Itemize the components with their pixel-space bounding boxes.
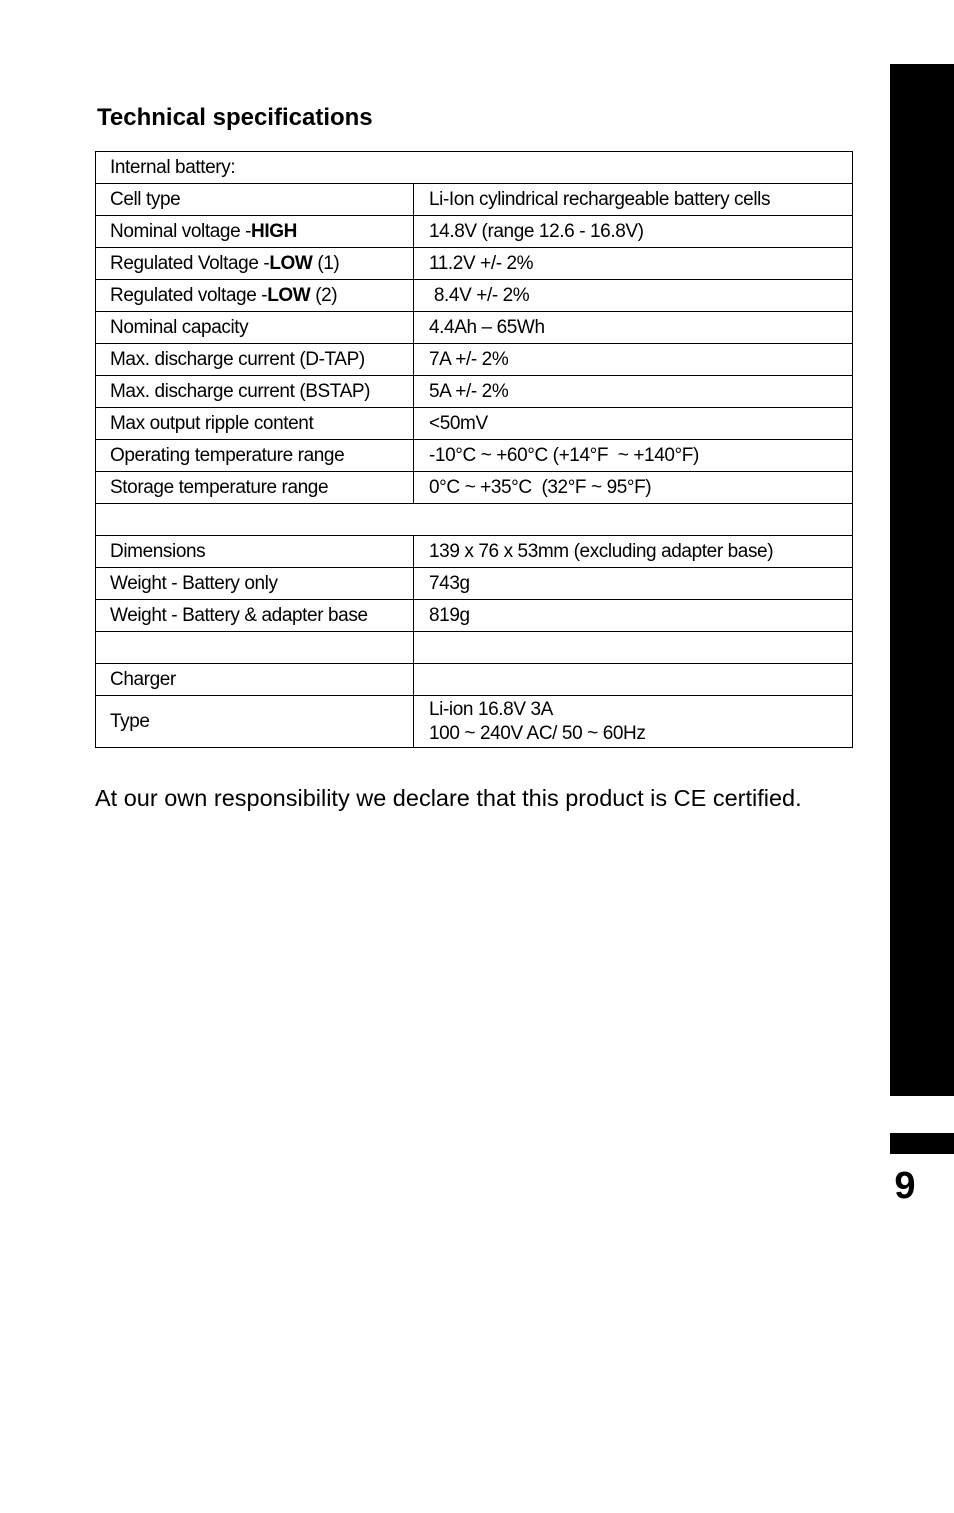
table-row bbox=[96, 600, 853, 632]
page-number: 9 bbox=[894, 1165, 916, 1207]
table-row bbox=[96, 408, 853, 440]
table-row bbox=[96, 216, 853, 248]
table-row bbox=[96, 664, 853, 696]
table-row bbox=[96, 536, 853, 568]
table-row-spacer bbox=[96, 632, 853, 664]
ce-declaration: At our own responsibility we declare that this product is CE certified. bbox=[95, 785, 802, 811]
spec-value: -10°C ~ +60°C (+14°F ~ +140°F) bbox=[414, 440, 853, 472]
table-row bbox=[96, 152, 853, 184]
table-row bbox=[96, 184, 853, 216]
spec-label: Max. discharge current (BSTAP) bbox=[96, 376, 414, 408]
side-black-tab bbox=[890, 1133, 954, 1154]
spec-value: 8.4V +/- 2% bbox=[414, 280, 853, 312]
empty-cell bbox=[414, 632, 853, 664]
label-bold-text: LOW bbox=[267, 284, 311, 306]
empty-cell bbox=[96, 632, 414, 664]
section-title: Technical specifications bbox=[97, 104, 373, 131]
label-bold-text: HIGH bbox=[251, 220, 297, 242]
spec-label bbox=[96, 248, 414, 280]
empty-cell bbox=[96, 504, 853, 536]
table-row bbox=[96, 280, 853, 312]
spec-value: 7A +/- 2% bbox=[414, 344, 853, 376]
label-text: Regulated Voltage - bbox=[110, 252, 270, 274]
spec-value: 5A +/- 2% bbox=[414, 376, 853, 408]
label-text: Regulated voltage - bbox=[110, 284, 268, 306]
spec-value: Li-Ion cylindrical rechargeable battery cells bbox=[414, 184, 853, 216]
spec-value: 14.8V (range 12.6 - 16.8V) bbox=[414, 216, 853, 248]
specifications-table bbox=[95, 151, 853, 748]
spec-value bbox=[414, 696, 853, 748]
table-row bbox=[96, 440, 853, 472]
spec-label: Charger bbox=[96, 664, 414, 696]
value-line: 100 ~ 240V AC/ 50 ~ 60Hz bbox=[429, 722, 646, 744]
spec-label: Type bbox=[96, 696, 414, 748]
spec-value: 0°C ~ +35°C (32°F ~ 95°F) bbox=[414, 472, 853, 504]
table-row bbox=[96, 568, 853, 600]
table-row bbox=[96, 248, 853, 280]
label-suffix: (2) bbox=[310, 284, 338, 306]
table-row bbox=[96, 344, 853, 376]
spec-value bbox=[414, 664, 853, 696]
section-header-cell: Internal battery: bbox=[96, 152, 853, 184]
table-row bbox=[96, 696, 853, 748]
spec-label: Weight - Battery only bbox=[96, 568, 414, 600]
spec-value: 11.2V +/- 2% bbox=[414, 248, 853, 280]
spec-value: 819g bbox=[414, 600, 853, 632]
spec-label: Weight - Battery & adapter base bbox=[96, 600, 414, 632]
label-text: Nominal voltage - bbox=[110, 220, 252, 242]
label-bold-text: LOW bbox=[269, 252, 313, 274]
table-row bbox=[96, 312, 853, 344]
spec-value: <50mV bbox=[414, 408, 853, 440]
label-suffix: (1) bbox=[312, 252, 340, 274]
spec-label bbox=[96, 280, 414, 312]
spec-label: Storage temperature range bbox=[96, 472, 414, 504]
side-black-bar bbox=[890, 64, 954, 1096]
spec-value: 139 x 76 x 53mm (excluding adapter base) bbox=[414, 536, 853, 568]
table-row bbox=[96, 472, 853, 504]
spec-label: Operating temperature range bbox=[96, 440, 414, 472]
spec-label: Nominal capacity bbox=[96, 312, 414, 344]
spec-label: Max output ripple content bbox=[96, 408, 414, 440]
value-line: Li-ion 16.8V 3A bbox=[429, 698, 553, 720]
spec-label bbox=[96, 216, 414, 248]
spec-label: Dimensions bbox=[96, 536, 414, 568]
spec-label: Max. discharge current (D-TAP) bbox=[96, 344, 414, 376]
spec-value: 4.4Ah – 65Wh bbox=[414, 312, 853, 344]
spec-label: Cell type bbox=[96, 184, 414, 216]
table-row-spacer bbox=[96, 504, 853, 536]
table-row bbox=[96, 376, 853, 408]
spec-value: 743g bbox=[414, 568, 853, 600]
